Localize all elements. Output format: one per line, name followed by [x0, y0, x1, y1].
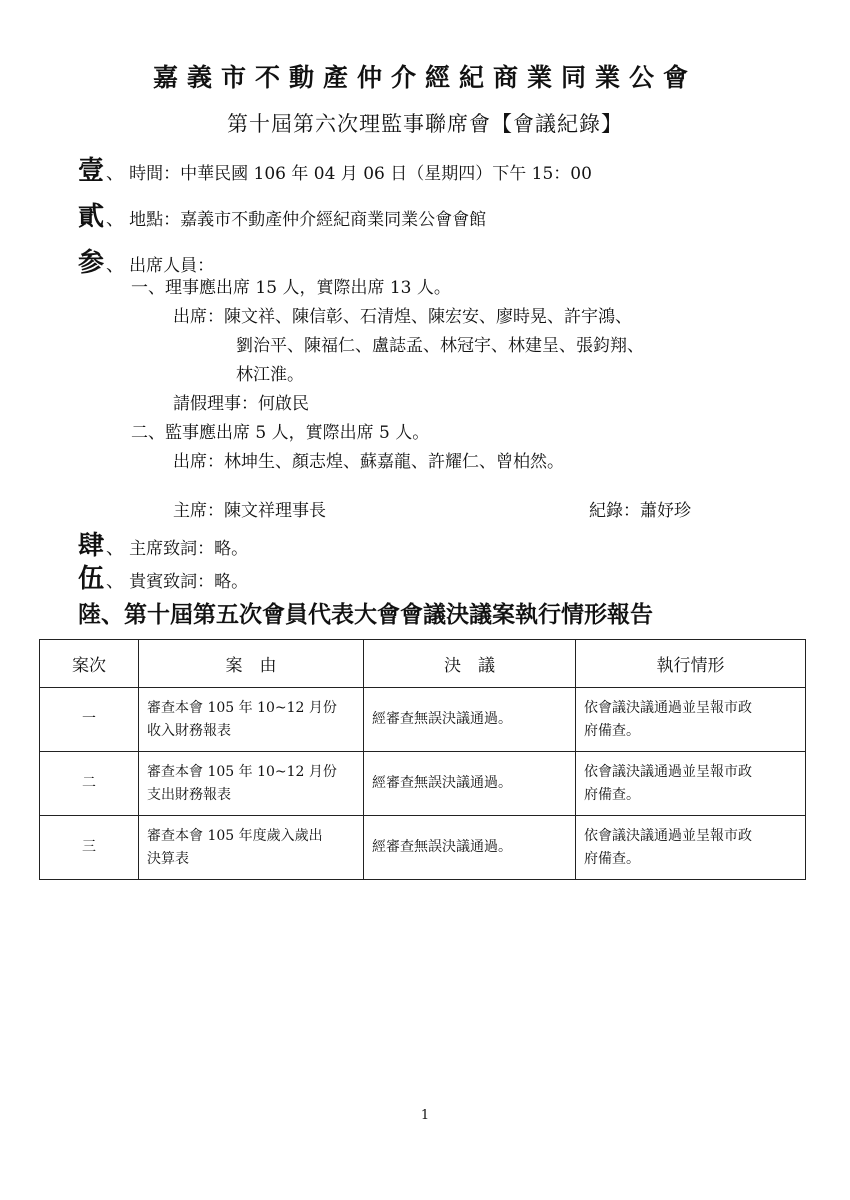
- case-resolution: 經審查無誤決議通過。: [364, 752, 576, 816]
- section-5-text: 貴賓致詞：略。: [129, 572, 249, 592]
- section-4-text: 主席致詞：略。: [129, 539, 249, 559]
- case-status-line-1: 依會議決議通過並呈報市政: [584, 699, 752, 716]
- section-1-mark: 、: [106, 163, 125, 184]
- directors-present-line-3: 林江淮。: [236, 365, 304, 385]
- case-reason-line-2: 支出財務報表: [147, 786, 231, 803]
- case-status: [576, 688, 806, 752]
- section-2-number: 貳: [78, 202, 105, 232]
- directors-present-line-1: 出席：陳文祥、陳信彰、石清煌、陳宏安、廖時晃、許宇鴻、: [173, 307, 632, 327]
- section-2-text: 地點：嘉義市不動產仲介經紀商業同業公會會館: [129, 210, 487, 230]
- case-resolution: 經審查無誤決議通過。: [364, 688, 576, 752]
- directors-leave: 請假理事：何啟民: [173, 394, 309, 414]
- section-3-number: 参: [78, 248, 105, 278]
- case-status-line-1: 依會議決議通過並呈報市政: [584, 827, 752, 844]
- section-4-number: 肆: [78, 531, 105, 561]
- table-row: [40, 752, 806, 816]
- case-number: 二: [40, 752, 139, 816]
- section-6-mark: 、: [101, 601, 124, 628]
- page-subtitle: 第十屆第六次理監事聯席會【會議紀錄】: [227, 112, 623, 136]
- case-reason-line-2: 決算表: [147, 850, 189, 867]
- case-reason: [139, 688, 364, 752]
- table-row: [40, 816, 806, 880]
- section-3-text: 出席人員：: [129, 256, 215, 276]
- case-reason-line-2: 收入財務報表: [147, 722, 231, 739]
- section-1: [78, 150, 592, 187]
- section-5-number: 伍: [78, 564, 105, 594]
- table-row: [40, 688, 806, 752]
- table-header-row: [40, 640, 806, 688]
- section-1-text: 時間：中華民國 106 年 04 月 06 日（星期四）下午 15：00: [129, 164, 592, 184]
- section-4-mark: 、: [106, 538, 125, 559]
- case-reason-line-1: 審查本會 105 年度歲入歲出: [147, 827, 323, 844]
- header-status: 執行情形: [576, 640, 806, 688]
- header-resolution: 決 議: [364, 640, 576, 688]
- section-2-mark: 、: [106, 209, 125, 230]
- case-status-line-1: 依會議決議通過並呈報市政: [584, 763, 752, 780]
- chair: 主席：陳文祥理事長: [173, 501, 326, 521]
- case-reason: [139, 816, 364, 880]
- section-6-text: 第十屆第五次會員代表大會會議決議案執行情形報告: [124, 601, 653, 628]
- case-status-line-2: 府備查。: [584, 722, 640, 739]
- case-status-line-2: 府備查。: [584, 850, 640, 867]
- header-reason: 案 由: [139, 640, 364, 688]
- section-5: [78, 558, 248, 595]
- section-6-number: 陸: [78, 601, 101, 628]
- case-resolution: 經審查無誤決議通過。: [364, 816, 576, 880]
- case-reason-line-1: 審查本會 105 年 10~12 月份: [147, 763, 337, 780]
- case-status-line-2: 府備查。: [584, 786, 640, 803]
- case-reason-line-1: 審查本會 105 年 10~12 月份: [147, 699, 337, 716]
- section-4: [78, 525, 248, 562]
- supervisors-attendance: 二、監事應出席 5 人，實際出席 5 人。: [131, 423, 430, 443]
- case-number: 一: [40, 688, 139, 752]
- section-6: [78, 596, 653, 629]
- section-1-number: 壹: [78, 156, 105, 186]
- section-3-mark: 、: [106, 255, 125, 276]
- recorder: 紀錄：蕭妤珍: [589, 501, 691, 521]
- header-case-number: 案次: [40, 640, 139, 688]
- directors-attendance: 一、理事應出席 15 人，實際出席 13 人。: [131, 278, 451, 298]
- case-status: [576, 752, 806, 816]
- supervisors-present: 出席：林坤生、顏志煌、蘇嘉龍、許耀仁、曾柏然。: [173, 452, 564, 472]
- directors-present-line-2: 劉治平、陳福仁、盧誌孟、林冠宇、林建呈、張鈞翔、: [236, 336, 644, 356]
- case-number: 三: [40, 816, 139, 880]
- resolution-report-table: [39, 639, 806, 880]
- case-reason: [139, 752, 364, 816]
- section-5-mark: 、: [106, 571, 125, 592]
- page-title: 嘉義市不動產仲介經紀商業同業公會: [152, 63, 697, 92]
- case-status: [576, 816, 806, 880]
- section-2: [78, 196, 486, 233]
- page-number: 1: [420, 1108, 430, 1123]
